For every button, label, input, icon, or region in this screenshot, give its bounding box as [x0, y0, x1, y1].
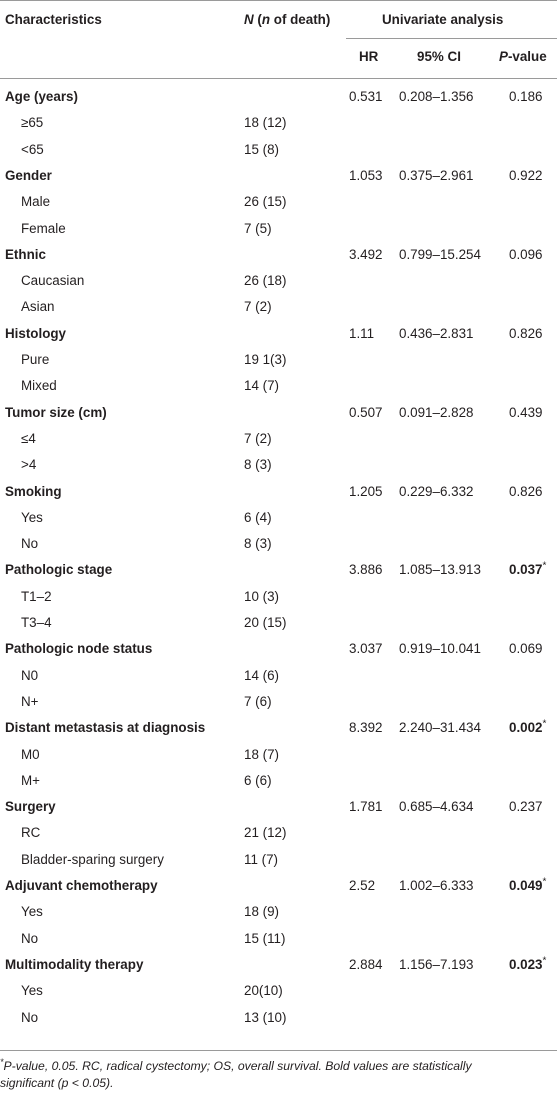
- p-value-cell: [509, 641, 543, 657]
- n-of-death-cell: 14 (7): [244, 378, 279, 394]
- n-of-death-cell: 21 (12): [244, 825, 287, 841]
- subgroup-row: [0, 665, 557, 691]
- category-label: Multimodality therapy: [5, 956, 144, 972]
- header-row-2: [0, 39, 557, 77]
- subgroup-row: [0, 507, 557, 533]
- footnote-line-2: significant (p < 0.05).: [0, 1076, 114, 1090]
- category-row: [0, 717, 557, 743]
- subgroup-row: [0, 849, 557, 875]
- hr-cell: 2.52: [349, 878, 376, 893]
- hr-cell: 0.531: [349, 89, 383, 104]
- significance-star: *: [542, 876, 547, 888]
- significance-star: *: [542, 718, 547, 730]
- n-of-death-cell: 11 (7): [244, 851, 278, 867]
- header-bottom-rule: [0, 78, 557, 79]
- n-of-death-cell: 13 (10): [244, 1009, 287, 1025]
- subgroup-label: Pure: [21, 352, 50, 367]
- p-value-number: 0.439: [509, 404, 543, 420]
- subgroup-row: [0, 112, 557, 138]
- subgroup-row: [0, 980, 557, 1006]
- subgroup-label: RC: [21, 825, 41, 841]
- ci-cell: 1.002–6.333: [399, 878, 474, 893]
- n-of-death-cell: 8 (3): [244, 536, 272, 552]
- ci-cell: 0.919–10.041: [399, 641, 481, 657]
- category-label: Tumor size (cm): [5, 404, 107, 420]
- n-of-death-cell: 6 (6): [244, 772, 272, 788]
- p-value-cell: [509, 326, 543, 342]
- subgroup-row: [0, 375, 557, 401]
- ci-cell: 1.085–13.913: [399, 562, 481, 578]
- subgroup-row: [0, 454, 557, 480]
- subgroup-row: [0, 822, 557, 848]
- p-value-cell: [509, 799, 543, 815]
- p-value-cell: [509, 89, 543, 105]
- p-value-number: 0.237: [509, 799, 543, 815]
- subgroup-row: [0, 270, 557, 296]
- category-label: Surgery: [5, 799, 56, 815]
- subgroup-row: [0, 533, 557, 559]
- subgroup-label: Female: [21, 220, 66, 236]
- subgroup-label: Yes: [21, 983, 43, 999]
- category-label: Distant metastasis at diagnosis: [5, 720, 206, 736]
- hr-cell: 3.886: [349, 562, 383, 578]
- n-of-death-cell: 26 (15): [244, 194, 287, 210]
- category-label: Adjuvant chemotherapy: [5, 878, 158, 893]
- category-label: Pathologic stage: [5, 562, 113, 578]
- category-row: [0, 86, 557, 112]
- header-p-value: P-value: [499, 49, 547, 64]
- subgroup-label: Yes: [21, 509, 43, 525]
- header-univariate-analysis: Univariate analysis: [382, 12, 504, 27]
- n-of-death-cell: 7 (2): [244, 299, 272, 315]
- n-of-death-cell: 8 (3): [244, 457, 272, 473]
- subgroup-label: Bladder-sparing surgery: [21, 851, 164, 867]
- subgroup-label: N0: [21, 667, 39, 683]
- category-row: [0, 165, 557, 191]
- subgroup-row: [0, 744, 557, 770]
- p-value-cell: [509, 957, 546, 973]
- ci-cell: 0.685–4.634: [399, 799, 474, 815]
- n-of-death-cell: 19 1(3): [244, 352, 287, 367]
- category-row: [0, 559, 557, 585]
- hr-cell: 3.037: [349, 641, 383, 657]
- n-of-death-cell: 18 (9): [244, 904, 279, 920]
- subgroup-row: [0, 191, 557, 217]
- subgroup-label: T3–4: [21, 615, 52, 630]
- subgroup-label: M0: [21, 746, 40, 762]
- hr-cell: 2.884: [349, 956, 383, 972]
- category-row: [0, 244, 557, 270]
- n-of-death-cell: 14 (6): [244, 667, 279, 683]
- subgroup-row: [0, 770, 557, 796]
- subgroup-label: No: [21, 1009, 39, 1025]
- footnote-text-1: P-value, 0.05. RC, radical cystectomy; OS, overall survival. Bold values are statistically: [3, 1059, 472, 1073]
- hr-cell: 1.11: [349, 325, 375, 341]
- n-of-death-cell: 7 (5): [244, 220, 272, 236]
- category-label: Histology: [5, 325, 67, 341]
- category-row: [0, 323, 557, 349]
- ci-cell: 1.156–7.193: [399, 956, 474, 972]
- hr-cell: 0.507: [349, 404, 383, 420]
- n-of-death-cell: 6 (4): [244, 509, 272, 525]
- subgroup-label: Yes: [21, 904, 43, 920]
- bottom-rule: [0, 1050, 557, 1051]
- significance-star: *: [542, 560, 547, 572]
- p-value-number: 0.049: [509, 878, 543, 893]
- ci-cell: 0.799–15.254: [399, 246, 481, 262]
- p-value-number: 0.069: [509, 641, 543, 657]
- subgroup-label: Male: [21, 194, 51, 210]
- p-value-number: 0.002: [509, 720, 543, 736]
- p-value-cell: [509, 720, 546, 736]
- hr-cell: 3.492: [349, 246, 383, 262]
- subgroup-row: [0, 296, 557, 322]
- category-row: [0, 481, 557, 507]
- ci-cell: 2.240–31.434: [399, 720, 481, 736]
- header-hr: HR: [359, 49, 379, 64]
- p-value-number: 0.186: [509, 89, 543, 104]
- ci-cell: 0.229–6.332: [399, 483, 474, 499]
- subgroup-label: <65: [21, 141, 44, 157]
- subgroup-row: [0, 349, 557, 375]
- ci-cell: 0.208–1.356: [399, 89, 474, 104]
- subgroup-row: [0, 139, 557, 165]
- ci-cell: 0.436–2.831: [399, 325, 474, 341]
- p-value-cell: [509, 168, 543, 184]
- subgroup-label: No: [21, 930, 39, 946]
- category-label: Gender: [5, 167, 52, 183]
- p-value-number: 0.037: [509, 562, 543, 578]
- n-of-death-cell: 15 (8): [244, 141, 279, 157]
- header-row-1: [0, 1, 557, 39]
- significance-star: *: [542, 955, 547, 967]
- subgroup-row: [0, 928, 557, 954]
- category-row: [0, 796, 557, 822]
- p-value-number: 0.922: [509, 167, 543, 183]
- hr-cell: 1.053: [349, 167, 383, 183]
- p-value-number: 0.096: [509, 246, 543, 262]
- subgroup-label: N+: [21, 693, 39, 709]
- n-of-death-cell: 18 (7): [244, 746, 279, 762]
- subgroup-label: Asian: [21, 299, 55, 315]
- category-row: [0, 402, 557, 428]
- header-n-of-death: N (n of death): [244, 12, 331, 27]
- p-value-cell: [509, 484, 543, 500]
- category-label: Pathologic node status: [5, 641, 153, 657]
- category-row: [0, 638, 557, 664]
- subgroup-row: [0, 586, 557, 612]
- n-of-death-cell: 7 (6): [244, 693, 272, 709]
- hr-cell: 1.205: [349, 483, 383, 499]
- subgroup-label: T1–2: [21, 588, 52, 604]
- n-of-death-cell: 7 (2): [244, 430, 272, 446]
- subgroup-label: Mixed: [21, 378, 57, 394]
- p-value-cell: [509, 247, 543, 263]
- subgroup-row: [0, 901, 557, 927]
- category-label: Smoking: [5, 483, 62, 499]
- subgroup-label: ≥65: [21, 115, 44, 131]
- subgroup-row: [0, 428, 557, 454]
- n-of-death-cell: 20(10): [244, 983, 283, 999]
- category-row: [0, 875, 557, 901]
- footnote: [0, 1058, 557, 1092]
- n-of-death-cell: 18 (12): [244, 115, 287, 131]
- hr-cell: 1.781: [349, 799, 383, 815]
- category-label: Age (years): [5, 89, 78, 104]
- footnote-line-1: [0, 1058, 557, 1075]
- subgroup-label: Caucasian: [21, 273, 85, 289]
- subgroup-row: [0, 612, 557, 638]
- subgroup-row: [0, 1007, 557, 1033]
- n-of-death-cell: 26 (18): [244, 273, 287, 289]
- n-of-death-cell: 20 (15): [244, 615, 287, 630]
- ci-cell: 0.091–2.828: [399, 404, 474, 420]
- p-value-cell: [509, 405, 543, 421]
- subgroup-label: No: [21, 536, 39, 552]
- subgroup-label: M+: [21, 772, 40, 788]
- category-row: [0, 954, 557, 980]
- subgroup-row: [0, 691, 557, 717]
- p-value-number: 0.826: [509, 325, 543, 341]
- category-label: Ethnic: [5, 246, 46, 262]
- p-value-cell: [509, 878, 546, 894]
- p-value-number: 0.826: [509, 483, 543, 499]
- subgroup-row: [0, 218, 557, 244]
- footnote-star: *: [0, 1056, 4, 1067]
- header-characteristics: Characteristics: [5, 12, 102, 27]
- header-95-ci: 95% CI: [417, 49, 461, 64]
- p-value-number: 0.023: [509, 956, 543, 972]
- n-of-death-cell: 15 (11): [244, 930, 286, 946]
- subgroup-label: ≤4: [21, 430, 36, 446]
- hr-cell: 8.392: [349, 720, 383, 736]
- subgroup-label: >4: [21, 457, 37, 473]
- n-of-death-cell: 10 (3): [244, 588, 279, 604]
- p-value-cell: [509, 562, 546, 578]
- ci-cell: 0.375–2.961: [399, 167, 474, 183]
